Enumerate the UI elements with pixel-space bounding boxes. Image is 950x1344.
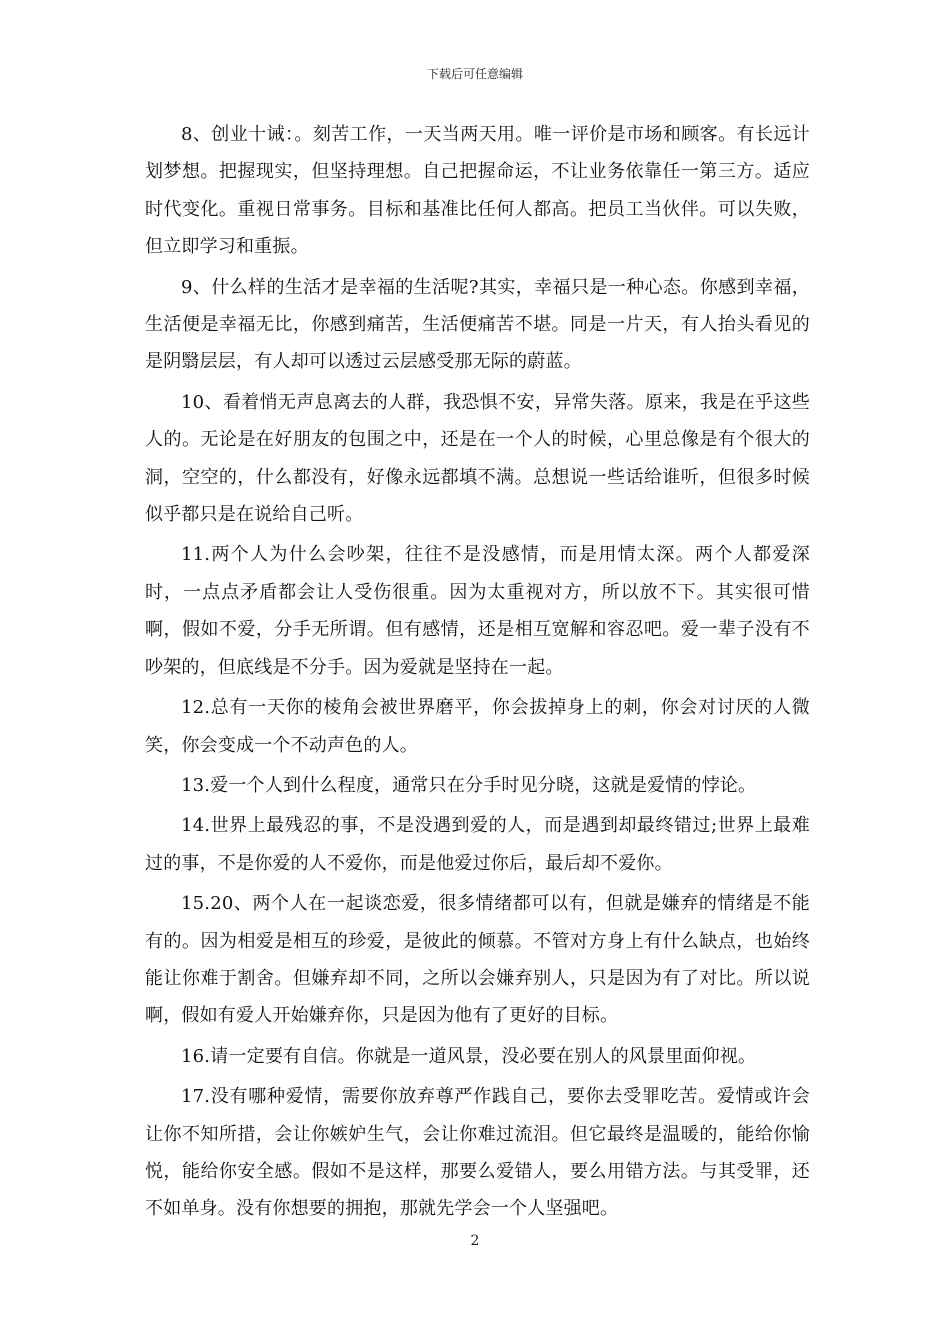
paragraph-13: 13.爱一个人到什么程度，通常只在分手时见分晓，这就是爱情的悖论。 [181,774,757,796]
paragraph-14: 14.世界上最残忍的事，不是没遇到爱的人，而是遇到却最终错过;世界上最难过的事，不是你爱的人不爱你，而是他爱过你后，最后却不爱你。 [145,815,810,874]
paragraph-9: 9、什么样的生活才是幸福的生活呢?其实，幸福只是一种心态。你感到幸福，生活便是幸福无比，你感到痛苦，生活便痛苦不堪。同是一片天，有人抬头看见的是阴翳层层，有人却可以透过云层感受那无际的蔚蓝。 [145,276,810,373]
page-header: 下载后可任意编辑 [426,67,523,81]
document-body [145,116,810,1231]
paragraph-16: 16.请一定要有自信。你就是一道风景，没必要在别人的风景里面仰视。 [181,1045,757,1067]
paragraph-8: 8、创业十诫：。刻苦工作，一天当两天用。唯一评价是市场和顾客。有长远计划梦想。把握现实，但坚持理想。自己把握命运，不让业务依靠任一第三方。适应时代变化。重视日常事务。目标和基准比任何人都高。把员工当伙伴。可以失败，但立即学习和重振。 [145,124,810,258]
paragraph-12: 12.总有一天你的棱角会被世界磨平，你会拔掉身上的刺，你会对讨厌的人微笑，你会变成一个不动声色的人。 [145,697,810,756]
paragraph-10: 10、看着悄无声息离去的人群，我恐惧不安，异常失落。原来，我是在乎这些人的。无论是在好朋友的包围之中，还是在一个人的时候，心里总像是有个很大的洞，空空的，什么都没有，好像永远都填不满。总想说一些话给谁听，但很多时候似乎都只是在说给自己听。 [145,391,810,526]
paragraph-17: 17.没有哪种爱情，需要你放弃尊严作践自己，要你去受罪吃苦。爱情或许会让你不知所措，会让你嫉妒生气，会让你难过流泪。但它最终是温暖的，能给你愉悦，能给你安全感。假如不是这样，那要么爱错人，要么用错方法。与其受罪，还不如单身。没有你想要的拥抱，那就先学会一个人坚强吧。 [145,1086,810,1220]
paragraph-15: 15.20、两个人在一起谈恋爱，很多情绪都可以有，但就是嫌弃的情绪是不能有的。因为相爱是相互的珍爱，是彼此的倾慕。不管对方身上有什么缺点，也始终能让你难于割舍。但嫌弃却不同，之所以会嫌弃别人，只是因为有了对比。所以说啊，假如有爱人开始嫌弃你，只是因为他有了更好的目标。 [145,893,810,1027]
page-number: 2 [470,1233,480,1249]
paragraph-11: 11.两个人为什么会吵架，往往不是没感情，而是用情太深。两个人都爱深时，一点点矛盾都会让人受伤很重。因为太重视对方，所以放不下。其实很可惜啊，假如不爱，分手无所谓。但有感情，还是相互宽解和容忍吧。爱一辈子没有不吵架的，但底线是不分手。因为爱就是坚持在一起。 [145,544,810,678]
